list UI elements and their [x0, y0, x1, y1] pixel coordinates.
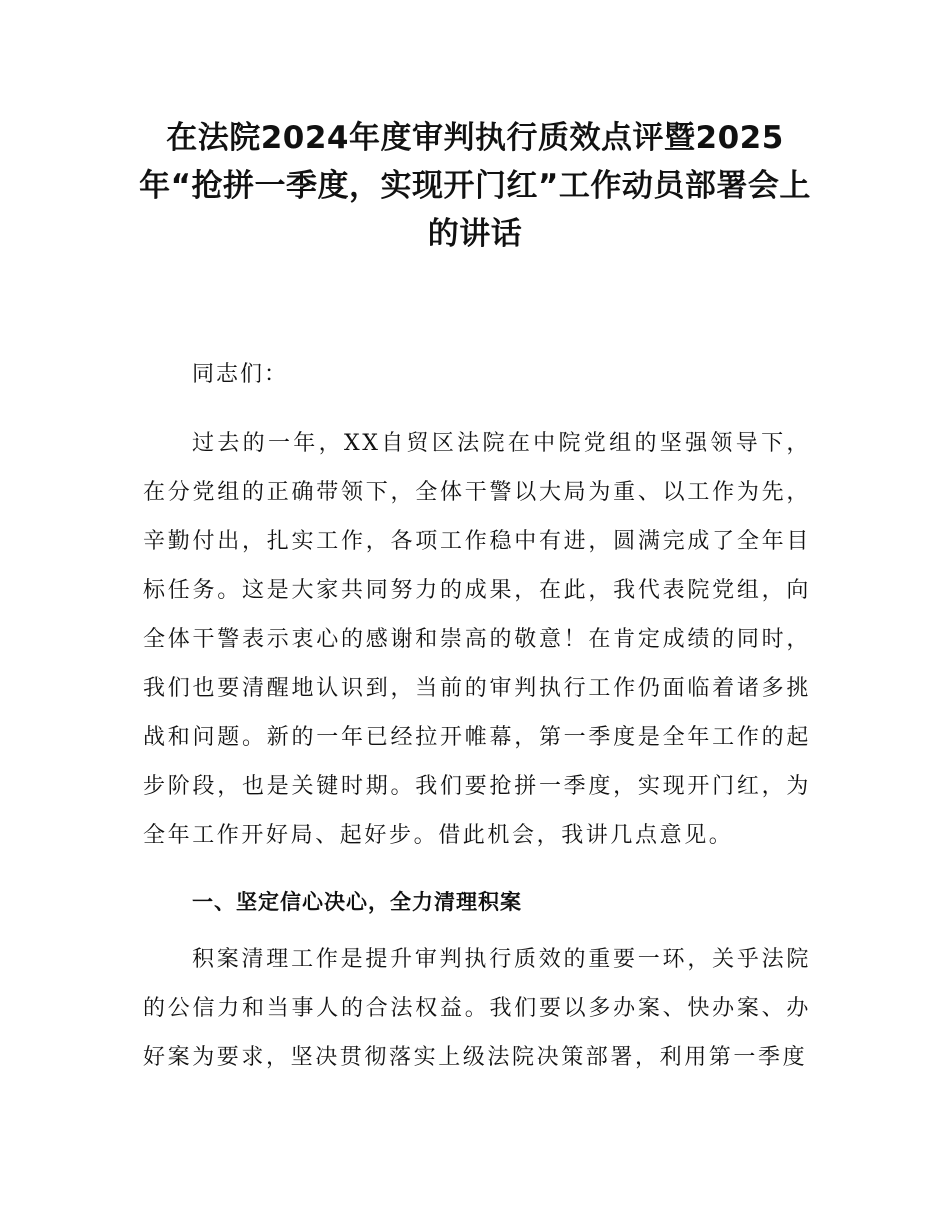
- section-heading-1: 一、坚定信心决心，全力清理积案: [192, 890, 522, 914]
- body-paragraph-2: 积案清理工作是提升审判执行质效的重要一环，关乎法院的公信力和当事人的合法权益。我们要以多办案、快办案、办好案为要求，坚决贯彻落实上级法院决策部署，利用第一季度: [143, 947, 811, 1070]
- document-title: 在法院2024年度审判执行质效点评暨2025年“抢拼一季度，实现开门红”工作动员部署会上的讲话: [139, 120, 811, 252]
- salutation: 同志们：: [192, 362, 289, 387]
- body-paragraph-1: 过去的一年，XX自贸区法院在中院党组的坚强领导下，在分党组的正确带领下，全体干警以大局为重、以工作为先，辛勤付出，扎实工作，各项工作稳中有进，圆满完成了全年目标任务。这是大家共同努力的成果，在此，我代表院党组，向全体干警表示衷心的感谢和崇高的敬意！在肯定成绩的同时，我们也要清醒地认识到，当前的审判执行工作仍面临着诸多挑战和问题。新的一年已经拉开帷幕，第一季度是全年工作的起步阶段，也是关键时期。我们要抢拼一季度，实现开门红，为全年工作开好局、起好步。借此机会，我讲几点意见。: [143, 431, 811, 848]
